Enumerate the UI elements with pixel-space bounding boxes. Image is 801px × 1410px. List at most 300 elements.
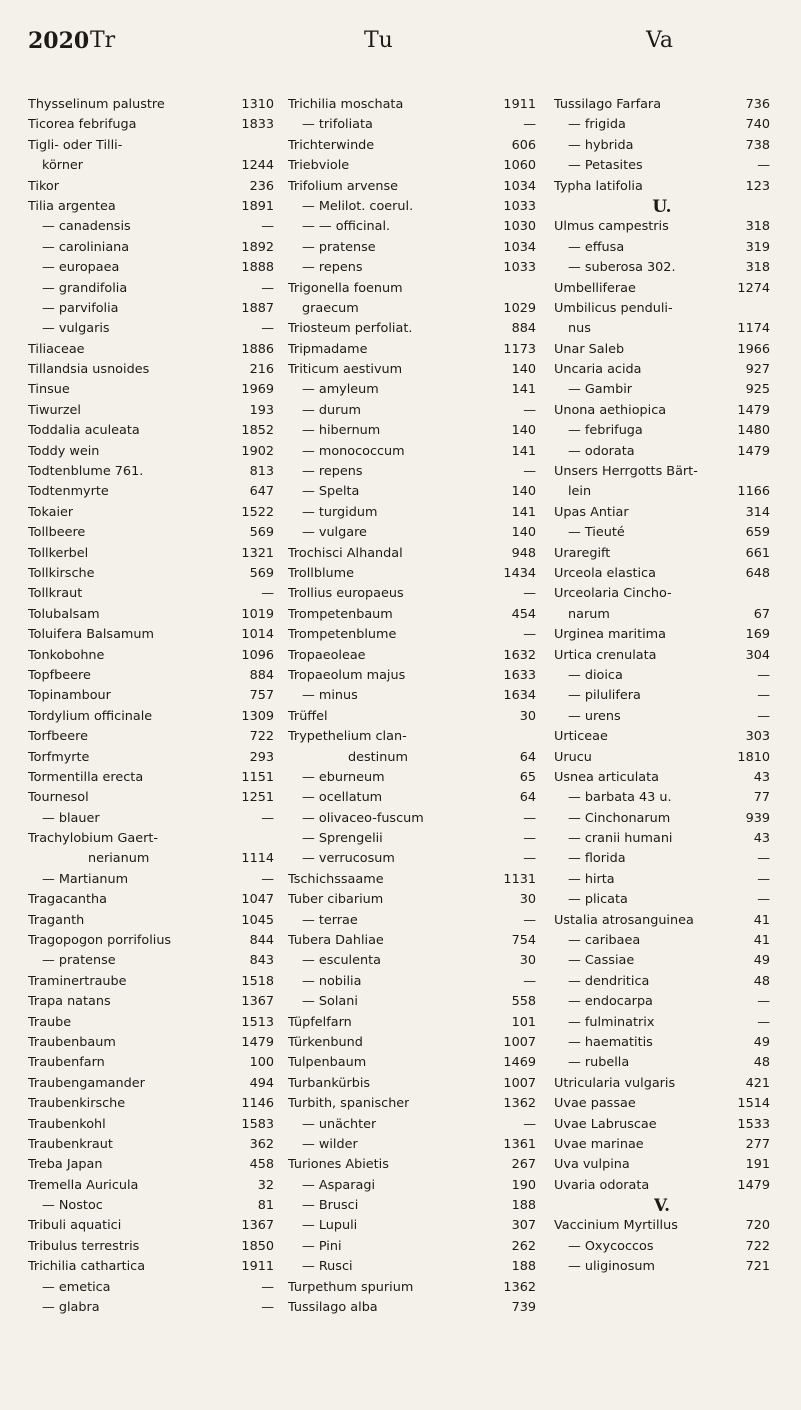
entry-page-ref: 1166 xyxy=(737,484,770,500)
entry-term: Topinambour xyxy=(28,688,111,704)
entry-term: — Spelta xyxy=(302,484,360,500)
index-entry xyxy=(554,156,770,176)
index-entry xyxy=(288,279,536,299)
entry-page-ref: 304 xyxy=(745,647,770,663)
index-entry xyxy=(28,380,274,400)
index-entry xyxy=(554,238,770,258)
entry-term: — Nostoc xyxy=(42,1198,103,1214)
entry-term: Ulmus campestris xyxy=(554,219,669,235)
index-entry xyxy=(28,1196,274,1216)
index-entry xyxy=(554,686,770,706)
entry-term: Urginea maritima xyxy=(554,627,666,643)
page-header xyxy=(28,28,773,62)
entry-term: Tussilago alba xyxy=(288,1300,378,1316)
index-entry xyxy=(28,686,274,706)
index-entry xyxy=(288,1237,536,1257)
entry-page-ref: 48 xyxy=(753,1055,770,1071)
entry-term: — plicata xyxy=(568,892,628,908)
entry-page-ref: 736 xyxy=(745,97,770,112)
entry-term: — unächter xyxy=(302,1116,377,1132)
index-entry xyxy=(288,829,536,849)
index-entry xyxy=(28,707,274,727)
entry-page-ref: 1479 xyxy=(737,1177,770,1193)
entry-term: Torfmyrte xyxy=(28,749,90,765)
index-entry xyxy=(28,279,274,299)
index-entry xyxy=(288,931,536,951)
entry-term: — glabra xyxy=(42,1300,100,1316)
entry-term: lein xyxy=(568,484,592,500)
entry-page-ref: — xyxy=(261,1300,274,1316)
entry-page-ref: 813 xyxy=(249,464,274,480)
entry-page-ref: 1969 xyxy=(241,382,274,398)
entry-page-ref: 49 xyxy=(753,953,770,969)
entry-page-ref: — xyxy=(523,1116,536,1132)
index-entry xyxy=(554,279,770,299)
index-entry xyxy=(554,380,770,400)
entry-page-ref: 190 xyxy=(511,1177,536,1193)
index-entry xyxy=(554,829,770,849)
entry-term: Tuber cibarium xyxy=(288,892,384,908)
entry-page-ref: 1060 xyxy=(503,158,536,174)
index-entry xyxy=(28,1257,274,1277)
entry-term: Tournesol xyxy=(28,790,89,806)
entry-term: Traubenbaum xyxy=(28,1034,116,1050)
index-entry xyxy=(288,870,536,890)
entry-term: — Martianum xyxy=(42,871,129,887)
entry-page-ref: 1810 xyxy=(737,749,770,765)
entry-page-ref: 32 xyxy=(257,1177,274,1193)
index-entry xyxy=(554,523,770,543)
index-entry xyxy=(288,1196,536,1216)
entry-page-ref: 1583 xyxy=(241,1116,274,1132)
entry-page-ref: 30 xyxy=(519,953,536,969)
entry-term: Trapa natans xyxy=(28,994,111,1010)
entry-page-ref: — xyxy=(757,871,770,887)
entry-term: Tonkobohne xyxy=(28,647,105,663)
index-entry xyxy=(288,319,536,339)
entry-page-ref xyxy=(532,279,536,299)
entry-term: Tillandsia usnoides xyxy=(28,362,150,378)
entry-page-ref: 1522 xyxy=(241,504,274,520)
index-entry xyxy=(288,115,536,135)
index-entry xyxy=(28,136,274,156)
entry-term: — frigida xyxy=(568,117,626,133)
entry-page-ref: — xyxy=(757,1014,770,1030)
running-head-middle: Tu xyxy=(364,28,393,53)
index-entry xyxy=(28,890,274,910)
entry-page-ref: 1469 xyxy=(503,1055,536,1071)
index-entry xyxy=(554,95,770,115)
entry-term: — Tieuté xyxy=(568,525,625,541)
index-entry xyxy=(554,890,770,910)
index-entry xyxy=(554,360,770,380)
entry-page-ref: 318 xyxy=(745,260,770,276)
entry-term: Traube xyxy=(28,1014,72,1030)
index-entry xyxy=(28,605,274,625)
index-entry xyxy=(288,564,536,584)
index-entry xyxy=(554,707,770,727)
index-entry xyxy=(28,972,274,992)
entry-page-ref: 1911 xyxy=(241,1259,274,1275)
entry-page-ref: 64 xyxy=(519,749,536,765)
index-entry xyxy=(28,1115,274,1135)
entry-term: Ticorea febrifuga xyxy=(28,117,137,133)
index-entry xyxy=(554,972,770,992)
entry-term: Tollkraut xyxy=(28,586,83,602)
index-entry xyxy=(288,523,536,543)
entry-page-ref: 1251 xyxy=(241,790,274,806)
index-entry xyxy=(288,1074,536,1094)
entry-page-ref: 1850 xyxy=(241,1238,274,1254)
index-entry xyxy=(288,707,536,727)
entry-term: Uvae Labruscae xyxy=(554,1116,657,1132)
entry-page-ref: 1852 xyxy=(241,423,274,439)
entry-term: Tolubalsam xyxy=(28,606,100,622)
entry-term: Trichterwinde xyxy=(288,137,375,153)
index-entry xyxy=(554,217,770,237)
entry-term: Usnea articulata xyxy=(554,769,660,785)
entry-term: Tigli- oder Tilli- xyxy=(28,137,123,153)
index-entry xyxy=(288,217,536,237)
index-entry xyxy=(554,748,770,768)
index-entry xyxy=(28,462,274,482)
index-entry xyxy=(28,1013,274,1033)
index-entry xyxy=(554,809,770,829)
entry-page-ref: — xyxy=(523,464,536,480)
entry-term: — canadensis xyxy=(42,219,131,235)
entry-term: Trompetenbaum xyxy=(288,606,393,622)
entry-term: graecum xyxy=(302,300,359,316)
entry-term: Umbilicus penduli- xyxy=(554,300,673,316)
entry-term: — repens xyxy=(302,260,363,276)
entry-page-ref xyxy=(766,299,770,319)
entry-page-ref: 81 xyxy=(257,1198,274,1214)
entry-page-ref: 169 xyxy=(745,627,770,643)
entry-page-ref: 41 xyxy=(753,933,770,949)
entry-term: — febrifuga xyxy=(568,423,643,439)
entry-term: — — officinal. xyxy=(302,219,391,235)
entry-term: — caribaea xyxy=(568,933,641,949)
entry-term: Tollbeere xyxy=(28,525,86,541)
index-entry xyxy=(554,1257,770,1277)
entry-page-ref: 1014 xyxy=(241,627,274,643)
entry-page-ref: 267 xyxy=(511,1157,536,1173)
index-entry xyxy=(28,564,274,584)
index-entry xyxy=(554,544,770,564)
index-entry xyxy=(554,1237,770,1257)
entry-term: — hybrida xyxy=(568,137,634,153)
entry-page-ref: 1244 xyxy=(241,158,274,174)
entry-page-ref: 927 xyxy=(745,362,770,378)
entry-page-ref: 606 xyxy=(511,137,536,153)
index-entry xyxy=(288,197,536,217)
index-entry xyxy=(554,1176,770,1196)
entry-term: Tropaeolum majus xyxy=(288,667,406,683)
index-entry xyxy=(288,442,536,462)
entry-term: Todtenblume 761. xyxy=(28,464,144,480)
entry-page-ref: 1434 xyxy=(503,565,536,581)
entry-page-ref: — xyxy=(523,810,536,826)
index-entry xyxy=(288,951,536,971)
entry-term: Toddy wein xyxy=(28,443,100,459)
running-head-left: Tr xyxy=(90,28,116,53)
section-letter-heading xyxy=(554,1196,770,1216)
index-entry xyxy=(554,1074,770,1094)
entry-term: Triticum aestivum xyxy=(288,362,403,378)
section-letter: U. xyxy=(652,196,672,217)
index-entry xyxy=(28,849,274,869)
index-entry xyxy=(554,849,770,869)
entry-term: Tussilago Farfara xyxy=(554,97,662,112)
entry-term: Türkenbund xyxy=(288,1034,363,1050)
entry-term: Trypethelium clan- xyxy=(288,729,407,745)
entry-term: Tropaeoleae xyxy=(288,647,366,663)
entry-page-ref: 319 xyxy=(745,239,770,255)
entry-term: Tollkerbel xyxy=(28,545,89,561)
entry-page-ref: 1173 xyxy=(503,341,536,357)
entry-page-ref: 1019 xyxy=(241,606,274,622)
entry-term: Turbankürbis xyxy=(288,1075,371,1091)
index-entry xyxy=(554,1013,770,1033)
index-entry xyxy=(554,727,770,747)
entry-term: Tribuli aquatici xyxy=(28,1218,122,1234)
entry-term: Tikor xyxy=(28,178,60,194)
entry-page-ref: 314 xyxy=(745,504,770,520)
entry-page-ref: 722 xyxy=(745,1238,770,1254)
entry-term: Tripmadame xyxy=(288,341,368,357)
entry-page-ref: 1634 xyxy=(503,688,536,704)
entry-page-ref: 1114 xyxy=(241,851,274,867)
index-entry xyxy=(288,177,536,197)
entry-term: — Cinchonarum xyxy=(568,810,671,826)
index-entry xyxy=(554,625,770,645)
entry-page-ref: — xyxy=(523,831,536,847)
entry-page-ref: 318 xyxy=(745,219,770,235)
entry-term: Uncaria acida xyxy=(554,362,642,378)
index-entry xyxy=(288,768,536,788)
entry-term: Toddalia aculeata xyxy=(28,423,140,439)
entry-page-ref: 1361 xyxy=(503,1136,536,1152)
entry-page-ref: 216 xyxy=(249,362,274,378)
entry-page-ref: 1030 xyxy=(503,219,536,235)
entry-page-ref: 720 xyxy=(745,1218,770,1234)
entry-term: Unar Saleb xyxy=(554,341,625,357)
entry-page-ref: 843 xyxy=(249,953,274,969)
index-entry xyxy=(28,299,274,319)
index-entry xyxy=(288,911,536,931)
entry-term: Tremella Auricula xyxy=(28,1177,139,1193)
index-column-3 xyxy=(554,95,770,1278)
index-entry xyxy=(288,666,536,686)
index-entry xyxy=(554,1033,770,1053)
entry-page-ref: — xyxy=(757,892,770,908)
entry-term: — uliginosum xyxy=(568,1259,655,1275)
index-entry xyxy=(28,931,274,951)
entry-term: Tragacantha xyxy=(28,892,107,908)
entry-page-ref: 30 xyxy=(519,892,536,908)
entry-page-ref: 236 xyxy=(249,178,274,194)
entry-page-ref: 188 xyxy=(511,1198,536,1214)
entry-term: Traubenfarn xyxy=(28,1055,105,1071)
entry-page-ref: 140 xyxy=(511,525,536,541)
entry-page-ref: 1274 xyxy=(737,280,770,296)
index-entry xyxy=(28,340,274,360)
running-head-right: Va xyxy=(646,28,673,53)
index-entry xyxy=(288,1155,536,1175)
index-entry xyxy=(554,401,770,421)
index-entry xyxy=(554,605,770,625)
entry-page-ref xyxy=(270,136,274,156)
entry-page-ref: 141 xyxy=(511,504,536,520)
index-entry xyxy=(554,299,770,319)
index-entry xyxy=(288,156,536,176)
entry-term: Urucu xyxy=(554,749,592,765)
entry-term: — Lupuli xyxy=(302,1218,358,1234)
index-entry xyxy=(28,584,274,604)
entry-term: — Asparagi xyxy=(302,1177,376,1193)
entry-term: — trifoliata xyxy=(302,117,373,133)
entry-term: — blauer xyxy=(42,810,100,826)
entry-term: — Brusci xyxy=(302,1198,359,1214)
entry-page-ref: 1479 xyxy=(241,1034,274,1050)
entry-term: Torfbeere xyxy=(28,729,88,745)
entry-term: — repens xyxy=(302,464,363,480)
index-entry xyxy=(28,748,274,768)
index-entry xyxy=(28,625,274,645)
entry-page-ref: 1033 xyxy=(503,198,536,214)
entry-page-ref: 141 xyxy=(511,382,536,398)
index-entry xyxy=(288,299,536,319)
entry-term: Triosteum perfoliat. xyxy=(288,321,413,337)
entry-page-ref: — xyxy=(261,586,274,602)
index-entry xyxy=(554,1216,770,1236)
index-entry xyxy=(28,1033,274,1053)
entry-page-ref: 1367 xyxy=(241,994,274,1010)
entry-page-ref: 140 xyxy=(511,362,536,378)
entry-page-ref: 948 xyxy=(511,545,536,561)
entry-page-ref: 1480 xyxy=(737,423,770,439)
entry-term: — urens xyxy=(568,708,621,724)
index-entry xyxy=(28,401,274,421)
entry-page-ref: 48 xyxy=(753,973,770,989)
entry-page-ref: 1007 xyxy=(503,1075,536,1091)
index-entry xyxy=(288,544,536,564)
entry-page-ref: 1310 xyxy=(241,97,274,112)
entry-term: — turgidum xyxy=(302,504,378,520)
entry-page-ref: 1632 xyxy=(503,647,536,663)
entry-term: Traminertraube xyxy=(28,973,127,989)
entry-term: Uva vulpina xyxy=(554,1157,630,1173)
entry-term: — nobilia xyxy=(302,973,362,989)
entry-term: destinum xyxy=(348,749,408,765)
index-entry xyxy=(288,625,536,645)
entry-term: — odorata xyxy=(568,443,635,459)
index-entry xyxy=(288,1298,536,1318)
index-column-1 xyxy=(28,95,274,1318)
entry-page-ref: — xyxy=(757,994,770,1010)
index-entry xyxy=(288,584,536,604)
entry-page-ref: 1033 xyxy=(503,260,536,276)
entry-term: — parvifolia xyxy=(42,300,119,316)
entry-term: — effusa xyxy=(568,239,625,255)
entry-term: — Melilot. coerul. xyxy=(302,198,414,214)
entry-term: Todtenmyrte xyxy=(28,484,109,500)
entry-page-ref: 1151 xyxy=(241,769,274,785)
index-entry xyxy=(28,544,274,564)
entry-page-ref: 293 xyxy=(249,749,274,765)
entry-page-ref: 421 xyxy=(745,1075,770,1091)
index-entry xyxy=(288,360,536,380)
entry-term: Turiones Abietis xyxy=(288,1157,389,1173)
entry-page-ref: 1902 xyxy=(241,443,274,459)
entry-page-ref: 1888 xyxy=(241,260,274,276)
entry-term: Turbith, spanischer xyxy=(288,1096,410,1112)
entry-term: — Cassiae xyxy=(568,953,635,969)
entry-page-ref: 738 xyxy=(745,137,770,153)
entry-term: Traganth xyxy=(28,912,85,928)
index-entry xyxy=(28,727,274,747)
entry-page-ref: 884 xyxy=(249,667,274,683)
entry-page-ref: 1911 xyxy=(503,97,536,112)
index-entry xyxy=(28,421,274,441)
entry-term: narum xyxy=(568,606,610,622)
entry-page-ref: 100 xyxy=(249,1055,274,1071)
entry-page-ref: — xyxy=(261,871,274,887)
entry-page-ref: 30 xyxy=(519,708,536,724)
entry-page-ref: 558 xyxy=(511,994,536,1010)
index-entry xyxy=(554,482,770,502)
index-entry xyxy=(288,1094,536,1114)
entry-page-ref: 101 xyxy=(511,1014,536,1030)
index-entry xyxy=(554,1053,770,1073)
index-entry xyxy=(288,727,536,747)
index-entry xyxy=(288,686,536,706)
entry-page-ref: — xyxy=(523,627,536,643)
entry-term: Unsers Herrgotts Bärt- xyxy=(554,464,698,480)
index-entry xyxy=(554,177,770,197)
entry-term: — europaea xyxy=(42,260,120,276)
entry-term: — amyleum xyxy=(302,382,379,398)
entry-term: — Oxycoccos xyxy=(568,1238,654,1254)
entry-term: Trifolium arvense xyxy=(288,178,399,194)
index-entry xyxy=(28,217,274,237)
index-entry xyxy=(288,1115,536,1135)
entry-page-ref: — xyxy=(523,402,536,418)
entry-page-ref: — xyxy=(261,1279,274,1295)
entry-page-ref: — xyxy=(261,280,274,296)
entry-term: — caroliniana xyxy=(42,239,130,255)
index-entry xyxy=(28,1278,274,1298)
entry-page-ref: 1096 xyxy=(241,647,274,663)
entry-term: Tollkirsche xyxy=(28,565,95,581)
entry-term: — Rusci xyxy=(302,1259,353,1275)
index-entry xyxy=(28,258,274,278)
entry-term: nerianum xyxy=(88,851,150,867)
entry-term: — Solani xyxy=(302,994,358,1010)
entry-term: Treba Japan xyxy=(28,1157,103,1173)
entry-term: — pratense xyxy=(302,239,376,255)
index-entry xyxy=(554,992,770,1012)
index-entry xyxy=(28,360,274,380)
entry-page-ref: — xyxy=(757,667,770,683)
index-entry xyxy=(554,931,770,951)
entry-term: Tiwurzel xyxy=(28,402,81,418)
entry-page-ref: 844 xyxy=(249,933,274,949)
entry-term: Urceola elastica xyxy=(554,565,656,581)
entry-page-ref: — xyxy=(523,117,536,133)
entry-term: Trollius europaeus xyxy=(288,586,404,602)
entry-page-ref: 262 xyxy=(511,1238,536,1254)
